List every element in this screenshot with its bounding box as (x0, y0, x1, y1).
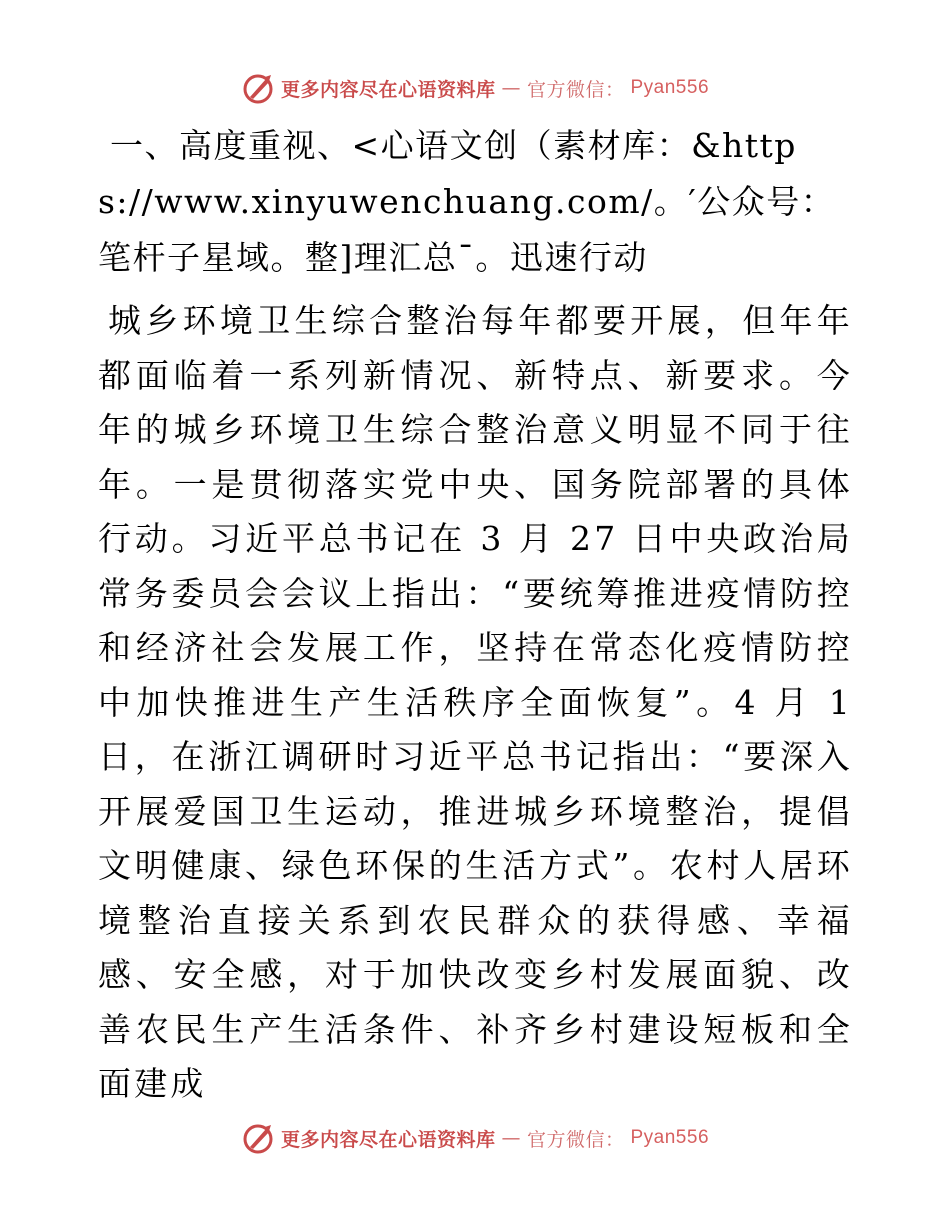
banner-main-text: 更多内容尽在心语资料库 (280, 78, 496, 101)
quill-seal-icon (241, 1121, 275, 1155)
banner-handle: Pyan556 (630, 1127, 710, 1148)
banner-sub-text: 官方微信： (526, 1128, 625, 1151)
banner-separator: — (501, 1127, 521, 1149)
banner-main-text: 更多内容尽在心语资料库 (280, 1128, 496, 1151)
quill-seal-icon (241, 71, 275, 105)
document-body (98, 118, 853, 1112)
banner-separator: — (501, 77, 521, 99)
footer-watermark-banner (0, 1118, 950, 1158)
section-heading: 一、高度重视、<心语文创（素材库：&https://www.xinyuwenchuang.com/。′公众号：笔杆子星域。整]理汇总¯。迅速行动 (98, 126, 836, 277)
body-paragraph: 城乡环境卫生综合整治每年都要开展，但年年都面临着一系列新情况、新特点、新要求。今年的城乡环境卫生综合整治意义明显不同于往年。一是贯彻落实党中央、国务院部署的具体行动。习近平总书记在 3 月 27 日中央政治局常务委员会会议上指出：“要统筹推进疫情防控和经济社会发展工作，坚持在常态化疫情防控中加快推进生产生活秩序全面恢复”。4 月 1 日，在浙江调研时习近平总书记指出：“要深入开展爱国卫生运动，推进城乡环境整治，提倡文明健康、绿色环保的生活方式”。农村人居环境整治直接关系到农民群众的获得感、幸福感、安全感，对于加快改变乡村发展面貌、改善农民生产生活条件、补齐乡村建设短板和全面建成 (98, 301, 853, 1103)
banner-handle: Pyan556 (630, 77, 710, 98)
banner-sub-text: 官方微信： (526, 78, 625, 101)
header-watermark-banner (0, 68, 950, 108)
